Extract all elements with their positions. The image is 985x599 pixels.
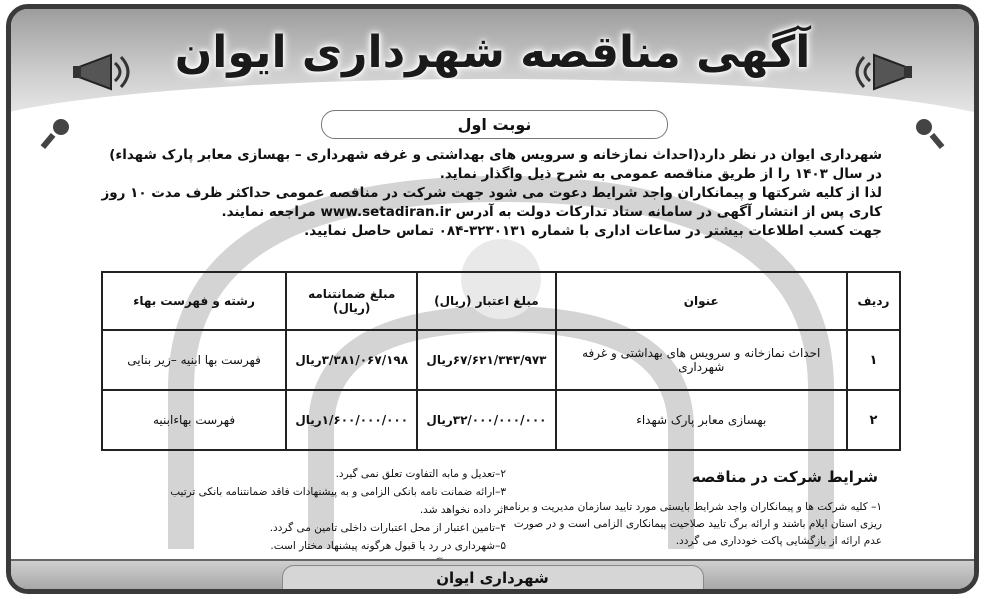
row-title: بهسازی معابر پارک شهداء (556, 390, 847, 450)
conditions-list (161, 465, 506, 573)
header-credit: مبلغ اعتبار (ریال) (417, 272, 555, 330)
header-bond: مبلغ ضمانتنامه (ریال) (286, 272, 417, 330)
intro-paragraph-1: شهرداری ایوان در نظر دارد(احداث نمازخانه و سرویس های بهداشتی و غرفه شهرداری – بهسازی معابر پارک شهداء) در سال ۱۴۰۳ را از طریق مناقصه عمومی به شرح ذیل واگذار نماید. (109, 147, 882, 182)
header-price-list: رشته و فهرست بهاء (102, 272, 286, 330)
row-credit: ۶۷/۶۲۱/۳۴۳/۹۷۳ریال (417, 330, 555, 390)
condition-item-3: ۳–ارائه ضمانت نامه بانکی الزامی و به پیشنهادات فاقد ضمانتنامه بانکی ترتیب اثر داده نخواهد شد. (170, 486, 506, 516)
row-number: ۲ (847, 390, 900, 450)
tender-table (101, 271, 901, 451)
condition-item-1: ۱– کلیه شرکت ها و پیمانکاران واجد شرایط بایستی مورد تایید سازمان مدیریت و برنامه ریزی استان ایلام باشند و ارائه برگ تایید صلاحیت پیمانکاری الزامی است و در صورت عدم ارائه از بازگشایی پاکت خودداری می گردد. (503, 501, 882, 547)
row-number: ۱ (847, 330, 900, 390)
table-row (102, 330, 900, 390)
header-row-number: ردیف (847, 272, 900, 330)
intro-paragraph-2: لذا از کلیه شرکتها و پیمانکاران واجد شرایط دعوت می شود جهت شرکت در مناقصه عمومی حداکثر ظرف مدت ۱۰ روز کاری پس از انتشار آگهی در سامانه ستاد تدارکات دولت به آدرس www.setadiran.ir مراجعه نمایند. (101, 185, 882, 220)
intro-paragraph-3: جهت کسب اطلاعات بیشتر در ساعات اداری با شماره ۳۲۳۰۱۳۱-۰۸۴ تماس حاصل نمایید. (304, 223, 882, 239)
footer-label: شهرداری ایوان (282, 565, 704, 590)
footer-bar (11, 559, 974, 589)
intro-text (92, 146, 882, 241)
row-price-list: فهرست بهاءابنیه (102, 390, 286, 450)
condition-item-4: ۴–تامین اعتبار از محل اعتبارات داخلی تامین می گردد. (269, 522, 506, 534)
table-header-row (102, 272, 900, 330)
round-label: نوبت اول (321, 110, 668, 139)
row-bond: ۳/۳۸۱/۰۶۷/۱۹۸ریال (286, 330, 417, 390)
notice-title: آگهی مناقصه شهرداری ایوان (174, 27, 811, 78)
conditions-first (502, 499, 882, 550)
notice-frame (6, 4, 979, 594)
microphone-icon (912, 117, 946, 151)
row-credit: ۳۲/۰۰۰/۰۰۰/۰۰۰ریال (417, 390, 555, 450)
condition-item-5: ۵–شهرداری در رد یا قبول هرگونه پیشنهاد مختار است. (270, 540, 506, 552)
condition-item-2: ۲–تعدیل و مابه التفاوت تعلق نمی گیرد. (335, 468, 506, 480)
conditions-title: شرایط شرکت در مناقصه (691, 468, 878, 486)
header-title: عنوان (556, 272, 847, 330)
microphone-icon (39, 117, 73, 151)
row-price-list: فهرست بها ابنیه –زیر بنایی (102, 330, 286, 390)
row-title: احداث نمازخانه و سرویس های بهداشتی و غرفه شهرداری (556, 330, 847, 390)
table-row (102, 390, 900, 450)
row-bond: ۱/۶۰۰/۰۰۰/۰۰۰ریال (286, 390, 417, 450)
